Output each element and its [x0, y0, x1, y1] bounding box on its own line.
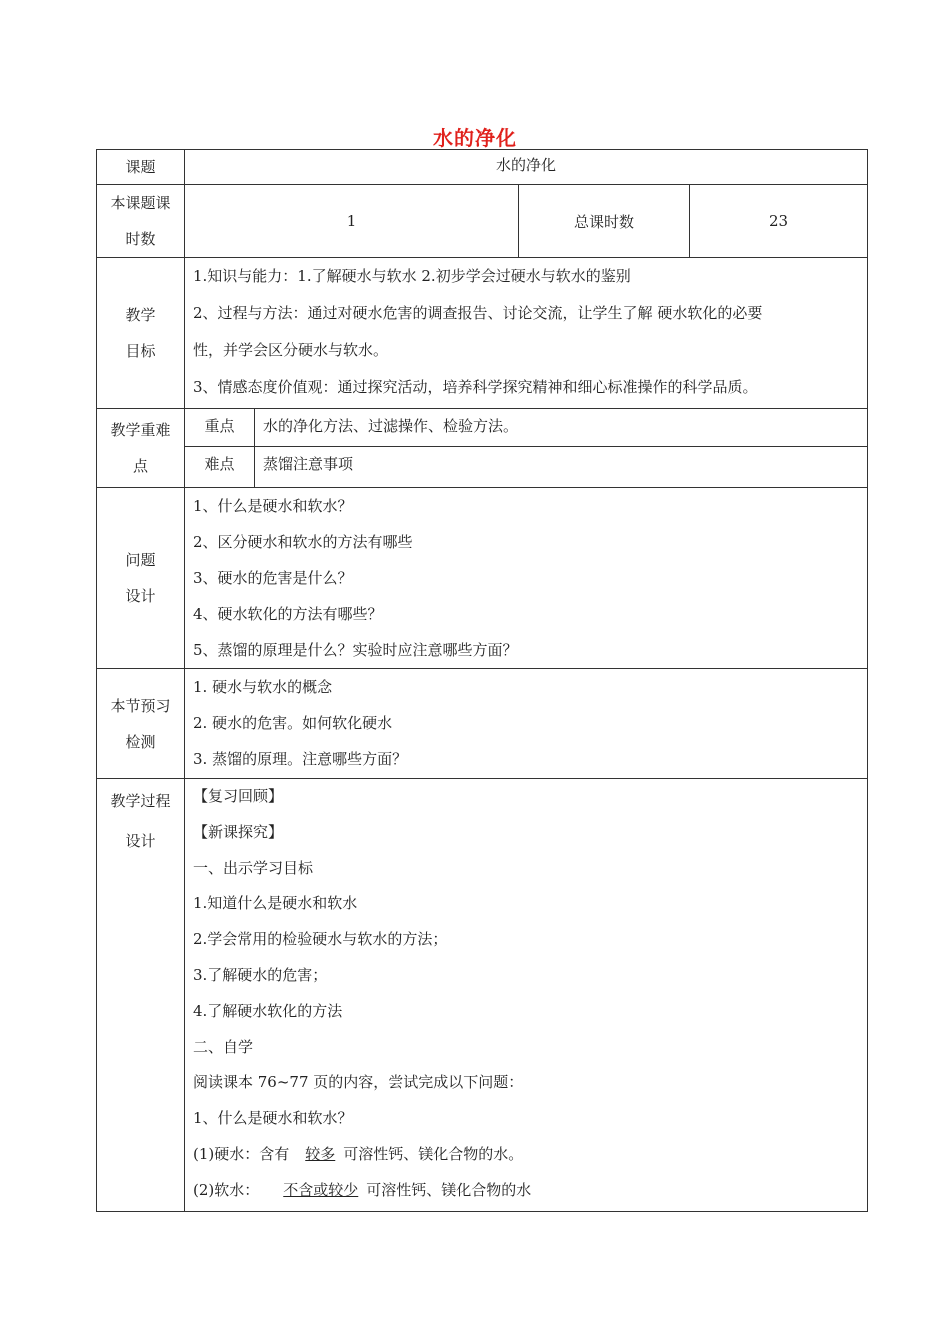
question-item: 1、什么是硬水和软水？: [193, 497, 353, 515]
hard-point-value: 蒸馏注意事项: [263, 455, 354, 473]
hard-point-label-cell: [184, 446, 255, 488]
soft-water-suffix: 可溶性钙、镁化合物的水: [366, 1180, 532, 1199]
process-line: 【新课探究】: [193, 822, 284, 841]
hours-value-cell: [184, 184, 519, 258]
preview-item: 1. 硬水与软水的概念: [193, 678, 333, 696]
hours-label-cell: [96, 184, 185, 258]
topic-value: 水的净化: [495, 156, 556, 174]
process-line: 一、出示学习目标: [193, 858, 314, 877]
key-point-label: 重点: [204, 417, 235, 435]
page-title: 水的净化: [433, 126, 517, 150]
topic-value-cell: [184, 149, 868, 185]
process-label-line2: 设计: [125, 832, 156, 850]
goals-label-line2: 目标: [125, 342, 156, 360]
goals-line: 1.知识与能力：1.了解硬水与软水 2.初步学会过硬水与软水的鉴别: [193, 267, 631, 285]
process-line: 1、什么是硬水和软水？: [193, 1109, 353, 1128]
preview-item: 2. 硬水的危害。如何软化硬水: [193, 714, 393, 732]
process-line: 阅读课本 76~77 页的内容，尝试完成以下问题：: [193, 1073, 524, 1092]
process-line: 4.了解硬水软化的方法: [193, 1001, 343, 1020]
hours-label-line1: 本课题课: [110, 194, 171, 212]
questions-label-line2: 设计: [125, 587, 156, 605]
hard-water-definition: [193, 1137, 859, 1173]
goals-label-line1: 教学: [125, 306, 156, 324]
key-point-label-cell: [184, 408, 255, 447]
questions-label-cell: [96, 487, 185, 669]
key-point-value: 水的净化方法、过滤操作、检验方法。: [263, 417, 519, 435]
total-hours-value: 23: [768, 212, 789, 230]
soft-water-prefix: (2)软水：: [193, 1180, 260, 1199]
hours-label-line2: 时数: [125, 230, 156, 248]
preview-label-cell: [96, 668, 185, 779]
soft-water-fill: 不含或较少: [283, 1180, 359, 1199]
hard-water-prefix: (1)硬水：含有: [193, 1144, 290, 1163]
soft-water-definition: [193, 1173, 859, 1209]
process-line: 3.了解硬水的危害；: [193, 965, 328, 984]
preview-label-line2: 检测: [125, 732, 156, 751]
hard-point-label: 难点: [204, 455, 235, 473]
total-hours-value-cell: [689, 184, 868, 258]
goals-line: 2、过程与方法：通过对硬水危害的调查报告、讨论交流，让学生了解 硬水软化的必要: [193, 304, 763, 322]
process-line: 二、自学: [193, 1037, 254, 1056]
process-line: 【复习回顾】: [193, 787, 284, 805]
question-item: 3、硬水的危害是什么？: [193, 569, 353, 587]
total-hours-label: 总课时数: [573, 212, 634, 231]
keypoints-label-line1: 教学重难: [110, 421, 171, 439]
process-line: 2.学会常用的检验硬水与软水的方法；: [193, 930, 448, 949]
keypoints-label-cell: [96, 408, 185, 488]
goals-line: 性，并学会区分硬水与软水。: [193, 341, 389, 359]
topic-label-cell: [96, 149, 185, 185]
keypoints-label-line2: 点: [132, 457, 148, 475]
goals-content-cell: [184, 257, 868, 409]
preview-label-line1: 本节预习: [110, 696, 171, 715]
preview-content-cell: [184, 668, 868, 779]
hours-value: 1: [346, 212, 357, 230]
hard-water-fill: 较多: [305, 1144, 336, 1163]
hard-point-value-cell: [254, 446, 868, 488]
key-point-value-cell: [254, 408, 868, 447]
questions-content-cell: [184, 487, 868, 669]
goals-line: 3、情感态度价值观：通过探究活动，培养科学探究精神和细心标准操作的科学品质。: [193, 378, 758, 396]
topic-label: 课题: [125, 158, 156, 176]
goals-label-cell: [96, 257, 185, 409]
process-content-cell: [184, 778, 868, 1212]
process-label-line1: 教学过程: [110, 792, 171, 810]
total-hours-label-cell: [518, 184, 690, 258]
process-line: 1.知道什么是硬水和软水: [193, 894, 358, 913]
questions-label-line1: 问题: [125, 551, 156, 569]
process-label-cell: [96, 778, 185, 1212]
hard-water-suffix: 可溶性钙、镁化合物的水。: [343, 1144, 524, 1163]
question-item: 5、蒸馏的原理是什么？实验时应注意哪些方面？: [193, 641, 518, 659]
question-item: 2、区分硬水和软水的方法有哪些: [193, 533, 413, 551]
preview-item: 3. 蒸馏的原理。注意哪些方面？: [193, 750, 408, 768]
question-item: 4、硬水软化的方法有哪些？: [193, 605, 383, 623]
